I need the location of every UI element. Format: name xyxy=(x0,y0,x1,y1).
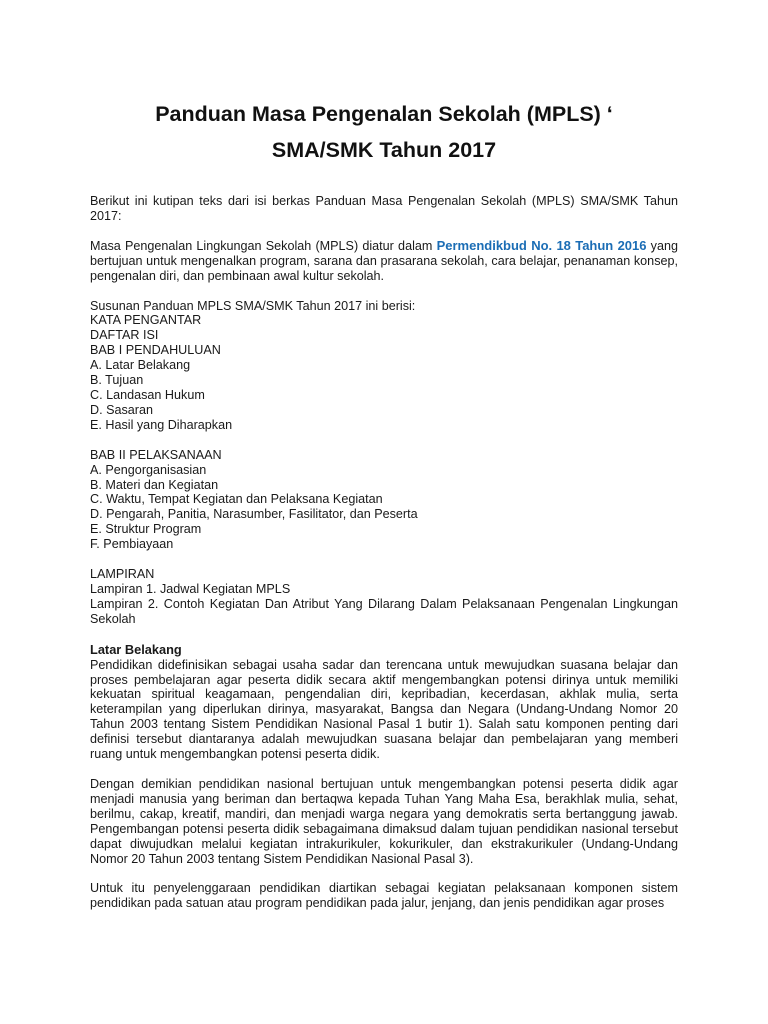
toc-line: E. Struktur Program xyxy=(90,522,202,537)
toc-line: KATA PENGANTAR xyxy=(90,313,202,328)
toc-line: BAB II PELAKSANAAN xyxy=(90,447,222,462)
document-title xyxy=(90,96,678,168)
mpls-text-before: Masa Pengenalan Lingkungan Sekolah (MPLS) diatur dalam xyxy=(90,238,437,253)
toc-line: BAB I PENDAHULUAN xyxy=(90,343,221,358)
toc-line: B. Tujuan xyxy=(90,373,144,388)
permendikbud-link[interactable]: Permendikbud No. 18 Tahun 2016 xyxy=(436,237,647,253)
mpls-paragraph xyxy=(90,239,678,284)
toc-line: C. Landasan Hukum xyxy=(90,387,205,402)
document-page xyxy=(90,96,678,926)
toc-line: F. Pembiayaan xyxy=(90,537,174,552)
body-paragraph-3: Untuk itu penyelenggaraan pendidikan diartikan sebagai kegiatan pelaksanaan komponen sistem pendidikan pada satuan atau program pendidikan pada jalur, jenjang, dan jenis pendidikan agar proses xyxy=(90,881,678,911)
section-heading-latar-belakang: Latar Belakang xyxy=(90,641,182,657)
lampiran-heading: LAMPIRAN xyxy=(90,567,155,582)
intro-paragraph: Berikut ini kutipan teks dari isi berkas Panduan Masa Pengenalan Sekolah (MPLS) SMA/SMK Tahun 2017: xyxy=(90,194,678,223)
title-line-2: SMA/SMK Tahun 2017 xyxy=(271,138,497,162)
toc-line: E. Hasil yang Diharapkan xyxy=(90,417,233,432)
toc-line: A. Pengorganisasian xyxy=(90,462,207,477)
toc-line: C. Waktu, Tempat Kegiatan dan Pelaksana Kegiatan xyxy=(90,492,383,507)
toc-line: D. Sasaran xyxy=(90,402,153,417)
toc-line: DAFTAR ISI xyxy=(90,328,159,343)
toc-group-2 xyxy=(90,448,678,552)
toc-line: D. Pengarah, Panitia, Narasumber, Fasilitator, dan Peserta xyxy=(90,507,418,522)
toc-line: B. Materi dan Kegiatan xyxy=(90,477,219,492)
body-paragraph-1: Pendidikan didefinisikan sebagai usaha sadar dan terencana untuk mewujudkan suasana belajar dan proses pembelajaran agar peserta didik secara aktif mengembangkan potensi dirinya untuk memiliki kekuatan spiritual keagamaan, pengendalian diri, kepribadian, kecerdasan, akhlak mulia, serta keterampilan yang diperlukan dirinya, masyarakat, Bangsa dan Negara (Undang-Undang Nomor 20 Tahun 2003 tentang Sistem Pendidikan Nasional Pasal 1 butir 1). Salah satu komponen penting dari definisi tersebut diantaranya adalah mewujudkan suasana belajar dan pembelajaran yang memberi ruang untuk mengembangkan potensi peserta didik. xyxy=(90,657,678,762)
body-paragraph-2: Dengan demikian pendidikan nasional bertujuan untuk mengembangkan potensi peserta didik agar menjadi manusia yang beriman dan bertaqwa kepada Tuhan Yang Maha Esa, berakhlak mulia, sehat, berilmu, cakap, kreatif, mandiri, dan menjadi warga negara yang demokratis serta bertanggung jawab. Pengembangan potensi peserta didik sebagaimana dimaksud dalam tujuan pendidikan nasional tersebut dapat diwujudkan melalui kegiatan intrakurikuler, kokurikuler, dan ekstrakurikuler (Undang-Undang Nomor 20 Tahun 2003 tentang Sistem Pendidikan Nasional Pasal 3). xyxy=(90,777,678,866)
toc-line: Susunan Panduan MPLS SMA/SMK Tahun 2017 ini berisi: xyxy=(90,298,416,313)
lampiran-item-2: Lampiran 2. Contoh Kegiatan Dan Atribut Yang Dilarang Dalam Pelaksanaan Pengenalan Lingkungan Sekolah xyxy=(90,596,678,626)
toc-group-1 xyxy=(90,299,678,433)
lampiran-item-1: Lampiran 1. Jadwal Kegiatan MPLS xyxy=(90,581,291,596)
lampiran-group xyxy=(90,567,678,627)
mpls-text-after: yang bertujuan untuk mengenalkan program, sarana dan prasarana sekolah, cara belajar, penanaman konsep, pengenalan diri, dan pembinaan awal kultur sekolah. xyxy=(90,238,678,283)
toc-line: A. Latar Belakang xyxy=(90,358,191,373)
title-line-1: Panduan Masa Pengenalan Sekolah (MPLS) ‘ xyxy=(155,102,613,126)
